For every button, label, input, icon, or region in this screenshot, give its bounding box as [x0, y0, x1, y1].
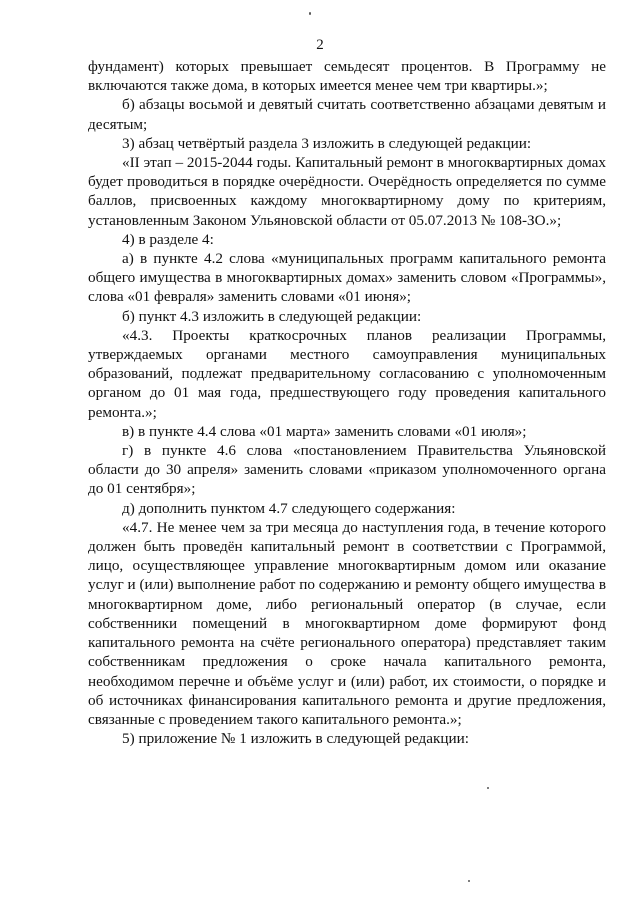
page-number: 2 — [316, 37, 324, 53]
scan-speck — [487, 787, 489, 789]
paragraph-b-abzacy: б) абзацы восьмой и девятый считать соответственно абзацами девятым и десятым; — [88, 96, 606, 133]
paragraph-4-7-text: «4.7. Не менее чем за три месяца до наступления года, в течение которого должен быть проведён капитальный ремонт в соответствии с Программой, лицо, осуществляющее управление многоквартирным домом или оказание услуг и (или) выполнение работ по содержанию и ремонту общего имущества в многоквартирном доме, либо региональный оператор (в случае, если собственники помещений в многоквартирном доме формируют фонд капитального ремонта на счёте регионального оператора) представляет таким собственникам предложения о сроке начала капитального ремонта, необходимом перечне и объёме услуг и (или) работ, их стоимости, о порядке и об источниках финансирования капитального ремонта и другие предложения, связанные с проведением такого капитального ремонта.»; — [88, 518, 606, 728]
paragraph-d-4-7: д) дополнить пунктом 4.7 следующего содержания: — [122, 499, 456, 517]
paragraph-v-4-4: в) в пункте 4.4 слова «01 марта» заменить словами «01 июля»; — [122, 422, 527, 440]
paragraph-4-section4: 4) в разделе 4: — [122, 230, 214, 248]
paragraph-stage-2: «II этап – 2015-2044 годы. Капитальный ремонт в многоквартирных домах будет проводиться в порядке очерёдности. Очерёдность определяется по сумме баллов, присвоенных каждому многоквартирному дому по критериям, установленным Законом Ульяновской области от 05.07.2013 № 108-ЗО.»; — [88, 154, 606, 229]
paragraph-a-4-2: а) в пункте 4.2 слова «муниципальных программ капитального ремонта общего имущества в многоквартирных домах» заменить словом «Программы», слова «01 февраля» заменить словами «01 июня»; — [88, 250, 606, 306]
paragraph-4-3-text: «4.3. Проекты краткосрочных планов реализации Программы, утверждаемых органами местного самоуправления муниципальных образований, подлежат предварительному согласованию с уполномоченным органом до 01 мая года, предшествующего году проведения капитального ремонта.»; — [88, 326, 606, 421]
scan-speck — [468, 880, 470, 882]
paragraph-g-4-6: г) в пункте 4.6 слова «постановлением Правительства Ульяновской области до 30 апреля» заменить словами «приказом уполномоченного органа до 01 сентября»; — [88, 442, 606, 498]
document-body — [88, 57, 606, 748]
paragraph-5-appendix: 5) приложение № 1 изложить в следующей редакции: — [122, 730, 469, 748]
paragraph-continuation: фундамент) которых превышает семьдесят процентов. В Программу не включаются также дома, в которых имеется менее чем три квартиры.»; — [88, 58, 606, 95]
paragraph-3-section3: 3) абзац четвёртый раздела 3 изложить в следующей редакции: — [122, 134, 532, 152]
paragraph-b-4-3: б) пункт 4.3 изложить в следующей редакции: — [122, 307, 422, 325]
scan-speck — [309, 12, 311, 15]
